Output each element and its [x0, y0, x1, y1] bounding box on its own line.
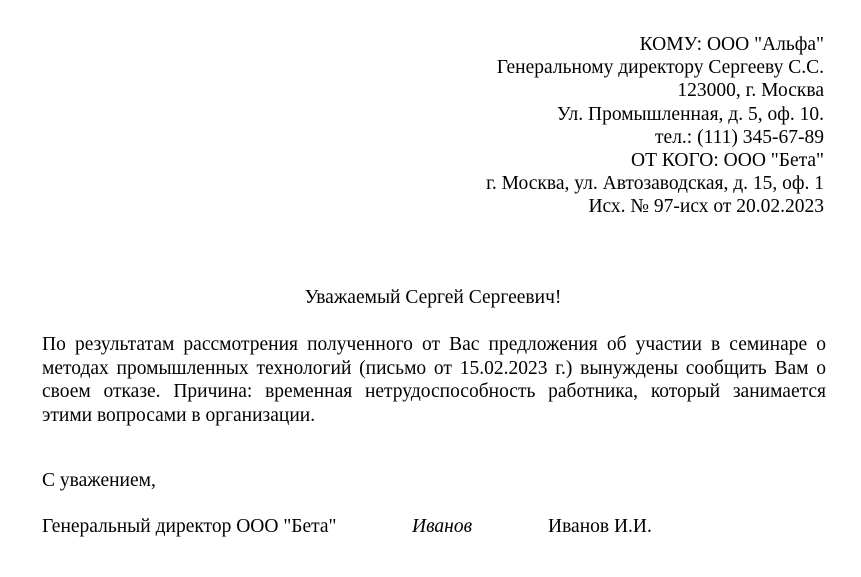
body-line: методах промышленных технологий (письмо от 15.02.2023 г.) вынуждены сообщить Вам о	[42, 357, 826, 379]
sender-address-line: г. Москва, ул. Автозаводская, д. 15, оф. 1	[486, 173, 824, 195]
signature-row	[0, 515, 861, 539]
handwritten-signature: Иванов	[412, 516, 473, 537]
outgoing-number-line: Исх. № 97-исх от 20.02.2023	[588, 196, 824, 218]
recipient-phone-line: тел.: (111) 345-67-89	[655, 126, 824, 148]
body-line: своем отказе. Причина: временная нетрудоспособность работника, который занимается	[42, 381, 826, 402]
sender-from-line: ОТ КОГО: ООО "Бета"	[631, 150, 824, 172]
recipient-to-line: КОМУ: ООО "Альфа"	[639, 34, 824, 55]
recipient-street-line: Ул. Промышленная, д. 5, оф. 10.	[556, 103, 824, 125]
addressee-block	[486, 33, 824, 219]
signer-name: Иванов И.И.	[548, 516, 652, 537]
salutation: Уважаемый Сергей Сергеевич!	[304, 287, 562, 308]
recipient-city-line: 123000, г. Москва	[677, 80, 824, 102]
body-line: этими вопросами в организации.	[42, 404, 316, 426]
body-line: По результатам рассмотрения полученного от Вас предложения об участии в семинаре о	[42, 334, 826, 355]
letter-body	[42, 333, 826, 427]
closing: С уважением,	[42, 470, 156, 491]
signer-position: Генеральный директор ООО "Бета"	[42, 516, 337, 537]
recipient-person-line: Генеральному директору Сергееву С.С.	[496, 57, 824, 79]
